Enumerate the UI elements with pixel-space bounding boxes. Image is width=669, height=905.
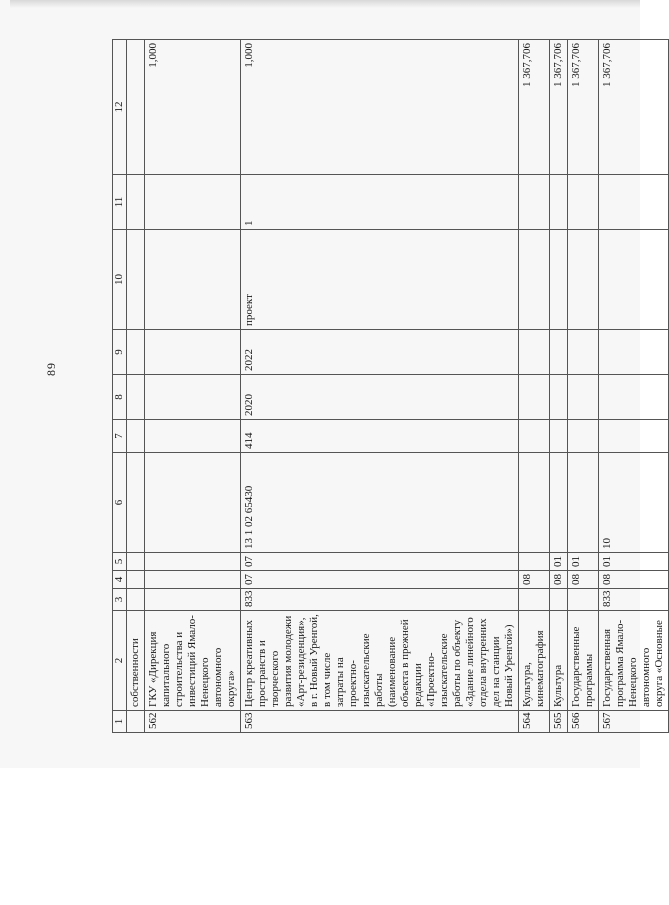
table-row [599, 40, 669, 733]
cell [519, 420, 550, 453]
budget-table [112, 39, 669, 733]
cell: 414 [241, 420, 519, 453]
amount-cell [127, 40, 145, 175]
cell: 08 [599, 571, 669, 589]
cell: 01 [568, 553, 599, 571]
cell [599, 230, 669, 330]
table-row [519, 40, 550, 733]
cell [145, 330, 241, 375]
cell [145, 571, 241, 589]
cell [568, 420, 599, 453]
cell [145, 230, 241, 330]
cell [519, 230, 550, 330]
cell: 833 [241, 589, 519, 611]
cell [599, 330, 669, 375]
cell [127, 553, 145, 571]
item-name: Государственная программа Ямало-Ненецкого автономного округа «Основные [599, 611, 669, 711]
column-numbers-row [113, 40, 127, 733]
item-name: Культура [550, 611, 568, 711]
column-header: 11 [113, 175, 127, 230]
cell [127, 420, 145, 453]
cell [550, 589, 568, 611]
item-name: собственности [127, 611, 145, 711]
row-number: 564 [519, 711, 550, 733]
amount-cell: 1 367,706 [519, 40, 550, 175]
cell: 2022 [241, 330, 519, 375]
column-header: 6 [113, 453, 127, 553]
table-row [145, 40, 241, 733]
row-number: 567 [599, 711, 669, 733]
cell [127, 589, 145, 611]
cell: 01 [550, 553, 568, 571]
cell [519, 589, 550, 611]
cell [145, 175, 241, 230]
item-name: ГКУ «Дирекция капитального строительства и инвестиций Ямало-Ненецкого автономного округа» [145, 611, 241, 711]
column-header: 4 [113, 571, 127, 589]
cell: 07 [241, 553, 519, 571]
amount-cell: 1,000 [145, 40, 241, 175]
cell: 833 [599, 589, 669, 611]
cell: 08 [519, 571, 550, 589]
cell: 01 [599, 553, 669, 571]
column-header: 9 [113, 330, 127, 375]
item-name: Государственные программы [568, 611, 599, 711]
cell [568, 375, 599, 420]
column-header: 5 [113, 553, 127, 571]
row-number: 562 [145, 711, 241, 733]
column-header: 7 [113, 420, 127, 453]
cell [568, 175, 599, 230]
cell [568, 453, 599, 553]
cell [550, 330, 568, 375]
scan-edge [10, 0, 640, 8]
cell [550, 453, 568, 553]
column-header: 12 [113, 40, 127, 175]
column-header: 2 [113, 611, 127, 711]
amount-cell: 1 367,706 [568, 40, 599, 175]
cell [127, 571, 145, 589]
cell [145, 589, 241, 611]
cell: 08 [568, 571, 599, 589]
cell [145, 420, 241, 453]
cell [519, 175, 550, 230]
amount-cell: 1 367,706 [599, 40, 669, 175]
cell [550, 375, 568, 420]
cell [127, 330, 145, 375]
item-name: Культура, кинематография [519, 611, 550, 711]
column-header: 10 [113, 230, 127, 330]
cell [550, 175, 568, 230]
table-row [241, 40, 519, 733]
cell [599, 375, 669, 420]
cell [599, 175, 669, 230]
cell [127, 453, 145, 553]
cell [519, 375, 550, 420]
cell: 08 [550, 571, 568, 589]
cell: 1 [241, 175, 519, 230]
row-number [127, 711, 145, 733]
cell [145, 453, 241, 553]
column-header: 3 [113, 589, 127, 611]
table-row [127, 40, 145, 733]
cell [550, 420, 568, 453]
row-number: 566 [568, 711, 599, 733]
cell: 07 [241, 571, 519, 589]
table-row [568, 40, 599, 733]
budget-table-wrapper [112, 40, 665, 733]
row-number: 565 [550, 711, 568, 733]
cell [127, 230, 145, 330]
item-name: Центр креативных пространств и творческого развития молодежи «Арт-резиденция», в г. Новый Уренгой, в том числе затраты на проектно-изыскательские работы (наименование объекта в прежней редакции «Проектно-изыскательские работы по объекту «Здание линейного отдела внутренних дел на станции Новый Уренгой») [241, 611, 519, 711]
cell [550, 230, 568, 330]
cell [519, 553, 550, 571]
cell: 10 [599, 453, 669, 553]
table-row [550, 40, 568, 733]
cell [568, 330, 599, 375]
cell: проект [241, 230, 519, 330]
cell: 2020 [241, 375, 519, 420]
amount-cell: 1 367,706 [550, 40, 568, 175]
page-number: 89 [44, 362, 58, 376]
row-number: 563 [241, 711, 519, 733]
cell [145, 375, 241, 420]
cell [127, 175, 145, 230]
cell [145, 553, 241, 571]
cell [127, 375, 145, 420]
cell: 13 1 02 65430 [241, 453, 519, 553]
cell [599, 420, 669, 453]
cell [519, 453, 550, 553]
amount-cell: 1,000 [241, 40, 519, 175]
column-header: 1 [113, 711, 127, 733]
cell [568, 230, 599, 330]
cell [519, 330, 550, 375]
cell [568, 589, 599, 611]
column-header: 8 [113, 375, 127, 420]
